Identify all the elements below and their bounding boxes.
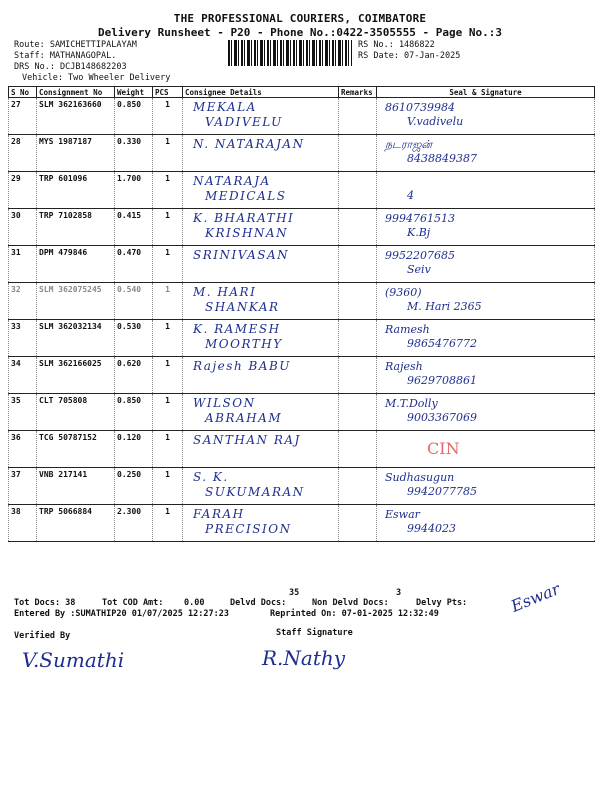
row-weight: 0.250 [115, 468, 153, 505]
delivery-points-label: Delvy Pts: [416, 598, 468, 608]
row-consignee [183, 172, 339, 209]
report-title: THE PROFESSIONAL COURIERS, COIMBATORE [173, 12, 427, 25]
signature-line-2: K.Bj [407, 226, 431, 239]
table-row [9, 246, 595, 283]
non-delivered-count: 3 [396, 588, 402, 598]
row-consignment-no: TCG 50787152 [37, 431, 115, 468]
consignee-line-1: K. RAMESH [193, 322, 281, 336]
consignee-line-2: SUKUMARAN [205, 485, 305, 499]
row-remarks [339, 98, 377, 135]
drs-number: DRS No.: DCJB148682203 [14, 62, 127, 72]
non-delivered-label: Non Delvd Docs: [312, 598, 389, 608]
table-row [9, 320, 595, 357]
row-signature [377, 209, 595, 246]
row-weight: 0.530 [115, 320, 153, 357]
col-remarks: Remarks [339, 87, 377, 98]
row-consignee [183, 431, 339, 468]
row-sno: 36 [9, 431, 37, 468]
signature-line-2: 8438849387 [407, 152, 477, 165]
col-pcs: PCS [153, 87, 183, 98]
row-sno: 29 [9, 172, 37, 209]
row-signature [377, 394, 595, 431]
row-weight: 0.330 [115, 135, 153, 172]
staff-signature: R.Nathy [262, 646, 346, 670]
row-consignment-no: MYS 1987187 [37, 135, 115, 172]
row-sno: 35 [9, 394, 37, 431]
signature-line-1: M.T.Dolly [385, 397, 438, 410]
barcode [228, 40, 352, 66]
consignee-line-1: M. HARI [193, 285, 257, 299]
row-pcs: 1 [153, 394, 183, 431]
row-consignee [183, 246, 339, 283]
table-row [9, 135, 595, 172]
signature-line-2: 4 [407, 189, 414, 202]
col-sno: S No [9, 87, 37, 98]
signature-line-1: Ramesh [385, 323, 430, 336]
signature-line-1: CIN [427, 439, 460, 458]
col-signature: Seal & Signature [377, 87, 595, 98]
row-pcs: 1 [153, 135, 183, 172]
row-consignee [183, 394, 339, 431]
row-pcs: 1 [153, 320, 183, 357]
col-consignment: Consignment No [37, 87, 115, 98]
row-remarks [339, 357, 377, 394]
consignee-line-2: ABRAHAM [205, 411, 283, 425]
consignee-line-1: NATARAJA [193, 174, 271, 188]
signature-line-2: 9944023 [407, 522, 456, 535]
row-consignment-no: TRP 7102858 [37, 209, 115, 246]
consignee-line-1: Rajesh BABU [193, 359, 291, 373]
row-sno: 38 [9, 505, 37, 542]
row-sno: 32 [9, 283, 37, 320]
row-consignment-no: SLM 362032134 [37, 320, 115, 357]
row-weight: 0.120 [115, 431, 153, 468]
row-weight: 0.850 [115, 394, 153, 431]
row-consignee [183, 98, 339, 135]
row-remarks [339, 172, 377, 209]
row-signature [377, 431, 595, 468]
delivered-docs-count: 35 [289, 588, 300, 598]
total-cod-amount: 0.00 [184, 598, 205, 608]
consignee-line-2: SHANKAR [205, 300, 280, 314]
table-row [9, 431, 595, 468]
signature-line-2: V.vadivelu [407, 115, 464, 128]
delivered-docs-label: Delvd Docs: [230, 598, 287, 608]
row-pcs: 1 [153, 468, 183, 505]
row-remarks [339, 394, 377, 431]
col-weight: Weight [115, 87, 153, 98]
row-remarks [339, 135, 377, 172]
consignee-line-2: MEDICALS [205, 189, 287, 203]
signature-line-2: M. Hari 2365 [407, 300, 482, 313]
row-consignment-no: TRP 5066884 [37, 505, 115, 542]
row-consignment-no: SLM 362075245 [37, 283, 115, 320]
row-consignment-no: TRP 601096 [37, 172, 115, 209]
row-signature [377, 135, 595, 172]
row-pcs: 1 [153, 209, 183, 246]
row-weight: 0.850 [115, 98, 153, 135]
row-sno: 28 [9, 135, 37, 172]
table-row [9, 98, 595, 135]
table-row [9, 468, 595, 505]
row-signature [377, 468, 595, 505]
consignee-line-2: MOORTHY [205, 337, 283, 351]
route-text: Route: SAMICHETTIPALAYAM [14, 40, 137, 50]
total-docs: Tot Docs: 38 [14, 598, 76, 608]
row-signature [377, 172, 595, 209]
row-signature [377, 320, 595, 357]
signature-line-1: (9360) [385, 286, 422, 299]
row-remarks [339, 320, 377, 357]
consignee-line-1: K. BHARATHI [193, 211, 295, 225]
row-pcs: 1 [153, 283, 183, 320]
signature-line-1: Rajesh [385, 360, 423, 373]
row-consignment-no: SLM 362163660 [37, 98, 115, 135]
row-consignee [183, 283, 339, 320]
consignee-line-1: WILSON [193, 396, 256, 410]
row-weight: 1.700 [115, 172, 153, 209]
eswar-note: Eswar [508, 579, 563, 616]
signature-line-1: 9994761513 [385, 212, 455, 225]
row-weight: 0.620 [115, 357, 153, 394]
row-pcs: 1 [153, 505, 183, 542]
signature-line-2: 9942077785 [407, 485, 477, 498]
staff-text: Staff: MATHANAGOPAL. [14, 51, 117, 61]
row-pcs: 1 [153, 98, 183, 135]
table-row [9, 357, 595, 394]
row-consignee [183, 505, 339, 542]
rs-date: RS Date: 07-Jan-2025 [358, 51, 461, 61]
row-sno: 31 [9, 246, 37, 283]
table-row [9, 209, 595, 246]
signature-line-2: Seiv [407, 263, 431, 276]
report-subtitle: Delivery Runsheet - P20 - Phone No.:0422-3505555 - Page No.:3 [98, 26, 502, 39]
row-consignment-no: CLT 705808 [37, 394, 115, 431]
entered-by: Entered By :SUMATHIP20 01/07/2025 12:27:23 [14, 609, 229, 619]
row-consignment-no: SLM 362166025 [37, 357, 115, 394]
row-remarks [339, 209, 377, 246]
consignee-line-1: SRINIVASAN [193, 248, 290, 262]
row-remarks [339, 505, 377, 542]
rs-number: RS No.: 1486822 [358, 40, 435, 50]
row-remarks [339, 246, 377, 283]
row-consignee [183, 357, 339, 394]
signature-line-2: 9629708861 [407, 374, 477, 387]
signature-line-1: 9952207685 [385, 249, 455, 262]
reprinted-on: Reprinted On: 07-01-2025 12:32:49 [270, 609, 439, 619]
signature-line-1: 8610739984 [385, 101, 455, 114]
signature-line-2: 9865476772 [407, 337, 477, 350]
row-weight: 0.415 [115, 209, 153, 246]
consignee-line-1: FARAH [193, 507, 245, 521]
consignee-line-1: S. K. [193, 470, 229, 484]
vehicle-text: Vehicle: Two Wheeler Delivery [22, 73, 171, 83]
row-pcs: 1 [153, 246, 183, 283]
row-consignee [183, 135, 339, 172]
consignee-line-2: KRISHNAN [205, 226, 289, 240]
row-pcs: 1 [153, 431, 183, 468]
row-consignee [183, 468, 339, 505]
row-remarks [339, 468, 377, 505]
row-consignment-no: DPM 479846 [37, 246, 115, 283]
row-sno: 30 [9, 209, 37, 246]
row-sno: 33 [9, 320, 37, 357]
signature-line-1: Sudhasugun [385, 471, 455, 484]
row-pcs: 1 [153, 357, 183, 394]
row-weight: 2.300 [115, 505, 153, 542]
row-signature [377, 505, 595, 542]
row-pcs: 1 [153, 172, 183, 209]
signature-line-1: நடராஜன் [385, 138, 433, 151]
row-signature [377, 98, 595, 135]
table-header-row [9, 87, 595, 98]
staff-signature-label: Staff Signature [276, 628, 353, 638]
col-consignee: Consignee Details [183, 87, 339, 98]
row-consignee [183, 209, 339, 246]
row-remarks [339, 431, 377, 468]
row-sno: 34 [9, 357, 37, 394]
row-remarks [339, 283, 377, 320]
row-consignee [183, 320, 339, 357]
verified-by-label: Verified By [14, 631, 71, 641]
consignee-line-1: N. NATARAJAN [193, 137, 305, 151]
consignee-line-1: MEKALA [193, 100, 257, 114]
row-signature [377, 246, 595, 283]
table-row [9, 283, 595, 320]
consignee-line-1: SANTHAN RAJ [193, 433, 301, 447]
table-row [9, 394, 595, 431]
verified-signature: V.Sumathi [22, 648, 125, 672]
signature-line-1: Eswar [385, 508, 420, 521]
row-consignment-no: VNB 217141 [37, 468, 115, 505]
signature-line-2: 9003367069 [407, 411, 477, 424]
table-row [9, 505, 595, 542]
total-cod-label: Tot COD Amt: [102, 598, 164, 608]
row-weight: 0.540 [115, 283, 153, 320]
row-signature [377, 283, 595, 320]
row-sno: 37 [9, 468, 37, 505]
runsheet-table [8, 86, 595, 542]
consignee-line-2: PRECISION [205, 522, 292, 536]
consignee-line-2: VADIVELU [205, 115, 283, 129]
table-row [9, 172, 595, 209]
row-weight: 0.470 [115, 246, 153, 283]
row-sno: 27 [9, 98, 37, 135]
row-signature [377, 357, 595, 394]
